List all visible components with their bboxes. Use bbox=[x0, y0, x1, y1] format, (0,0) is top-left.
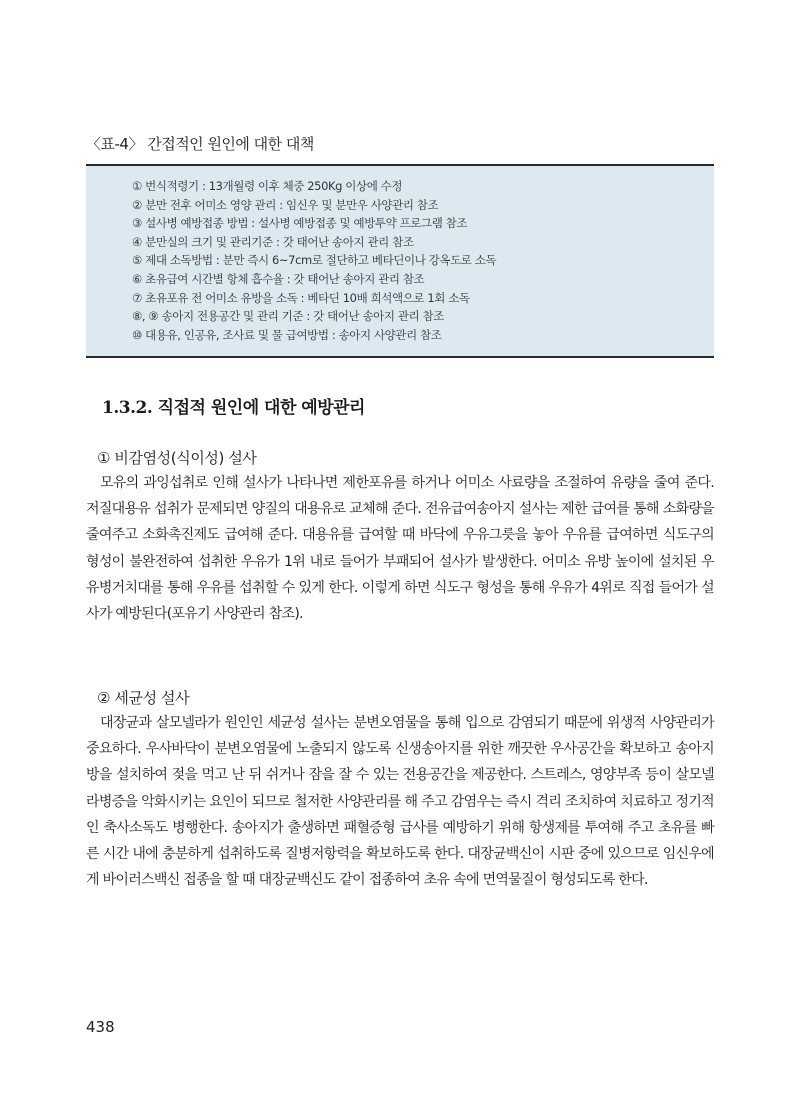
table-row: ⑧, ⑨ 송아지 전용공간 및 관리 기준 : 갓 태어난 송아지 관리 참조 bbox=[132, 309, 444, 324]
page-number: 438 bbox=[86, 1018, 115, 1036]
paragraph-text: 대장균과 살모넬라가 원인인 세균성 설사는 분변오염물을 통해 입으로 감염되기 때문에 위생적 사양관리가 중요하다. 우사바닥이 분변오염물에 노출되지 않도록 신생송아지를 위한 깨끗한 우사공간을 확보하고 송아지방을 설치하여 젖을 먹고 난 뒤 쉬거나 잠을 잘 수 있는 전용공간을 제공한다. 스트레스, 영양부족 등이 살모넬라병증을 악화시키는 요인이 되므로 철저한 사양관리를 해 주고 감염우는 즉시 격리 조치하여 치료하고 정기적인 축사소독도 병행한다. 송아지가 출생하면 패혈증형 급사를 예방하기 위해 항생제를 투여해 주고 초유를 빠른 시간 내에 충분하게 섭취하도록 질병저항력을 확보하도록 한다. 대장균백신이 시판 중에 있으므로 임신우에게 바이러스백신 접종을 할 때 대장균백신도 같이 접종하여 초유 속에 면역물질이 형성되도록 한다. bbox=[86, 715, 714, 889]
table-row: ⑥ 초유급여 시간별 항체 흡수율 : 갓 태어난 송아지 관리 참조 bbox=[132, 271, 425, 286]
table-row: ⑤ 제대 소독방법 : 분만 즉시 6~7cm로 절단하고 베타딘이나 강옥도로 소독 bbox=[132, 253, 497, 268]
paragraph-noninfectious bbox=[86, 470, 714, 627]
table-row: ① 번식적령기 : 13개월령 이후 체중 250Kg 이상에 수정 bbox=[132, 179, 403, 193]
table-row: ③ 설사병 예방접종 방법 : 설사병 예방접종 및 예방투약 프로그램 참조 bbox=[132, 216, 468, 231]
countermeasure-table bbox=[86, 164, 714, 358]
paragraph-text: 모유의 과잉섭취로 인해 설사가 나타나면 제한포유를 하거나 어미소 사료량을 조절하여 유량을 줄여 준다. 저질대용유 섭취가 문제되면 양질의 대용유로 교체해 준다. 전유급여송아지 설사는 제한 급여를 통해 소화량을 줄여주고 소화촉진제도 급여해 준다. 대용유를 급여할 때 바닥에 우유그릇을 놓아 우유를 급여하면 식도구의 형성이 불완전하여 섭취한 우유가 1위 내로 들어가 부패되어 설사가 발생한다. 어미소 유방 높이에 설치된 우유병거치대를 통해 우유를 섭취할 수 있게 한다. 이렇게 하면 식도구 형성을 통해 우유가 4위로 직접 들어가 설사가 예방된다(포유기 사양관리 참조). bbox=[86, 475, 714, 623]
section-title: 1.3.2. 직접적 원인에 대한 예방관리 bbox=[102, 398, 365, 418]
table-row: ② 분만 전후 어미소 영양 관리 : 임신우 및 분만우 사양관리 참조 bbox=[132, 197, 439, 212]
paragraph-bacterial bbox=[86, 710, 714, 893]
table-row: ④ 분만실의 크기 및 관리기준 : 갓 태어난 송아지 관리 참조 bbox=[132, 234, 414, 249]
subsection-heading-bacterial: ② 세균성 설사 bbox=[97, 689, 190, 707]
table-caption: 〈표-4〉 간접적인 원인에 대한 대책 bbox=[86, 135, 314, 153]
subsection-heading-noninfectious: ① 비감염성(식이성) 설사 bbox=[97, 449, 257, 467]
table-row: ⑦ 초유포유 전 어미소 유방을 소독 : 베타딘 10배 희석액으로 1회 소독 bbox=[132, 290, 470, 305]
table-row: ⑩ 대용유, 인공유, 조사료 및 물 급여방법 : 송아지 사양관리 참조 bbox=[132, 327, 442, 342]
